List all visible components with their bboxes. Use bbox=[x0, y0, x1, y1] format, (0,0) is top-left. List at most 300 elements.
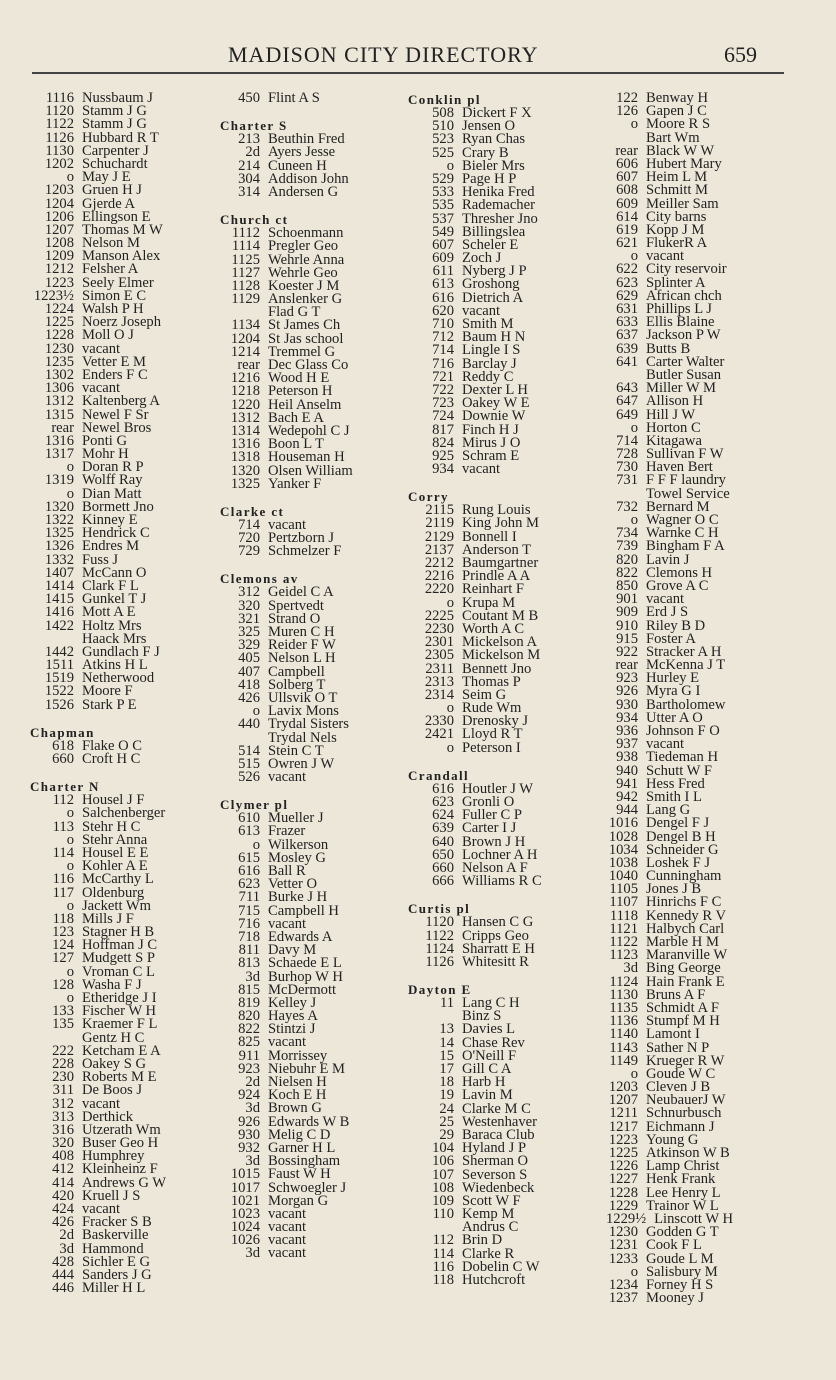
resident-name: Stamm J G bbox=[82, 116, 147, 133]
resident-name: Schutt W F bbox=[646, 762, 712, 779]
resident-name: Eichmann J bbox=[646, 1118, 715, 1135]
resident-name: Cunningham bbox=[646, 868, 722, 885]
resident-name: King John M bbox=[462, 515, 540, 532]
house-number: o bbox=[446, 739, 454, 756]
resident-name: Wood H E bbox=[268, 370, 330, 387]
house-number: 1024 bbox=[230, 1219, 260, 1236]
resident-name: Dietrich A bbox=[462, 289, 524, 306]
house-number: 124 bbox=[52, 937, 74, 954]
resident-name: Burke J H bbox=[268, 889, 328, 906]
resident-name: Frazer bbox=[268, 823, 306, 840]
house-number: rear bbox=[51, 419, 74, 436]
section-spacer bbox=[220, 105, 408, 118]
house-number: o bbox=[630, 248, 638, 265]
house-number: 1140 bbox=[609, 1026, 638, 1043]
house-number: 936 bbox=[616, 723, 638, 739]
resident-name: Moore F bbox=[82, 683, 133, 700]
house-number: 647 bbox=[616, 393, 638, 410]
house-number: 633 bbox=[616, 314, 638, 331]
resident-name: Goude W C bbox=[646, 1065, 716, 1082]
house-number: 1519 bbox=[44, 670, 74, 687]
resident-name: vacant bbox=[82, 1201, 121, 1217]
resident-name: Worth A C bbox=[462, 620, 525, 637]
resident-name: Yanker F bbox=[268, 475, 322, 492]
house-number: 15 bbox=[439, 1047, 454, 1064]
house-number: 940 bbox=[616, 762, 638, 779]
house-number: 926 bbox=[238, 1113, 260, 1130]
resident-name: Mirus J O bbox=[462, 434, 521, 451]
resident-name: Doran R P bbox=[82, 459, 144, 476]
house-number: 228 bbox=[52, 1055, 74, 1072]
resident-name: Stark P E bbox=[82, 696, 137, 713]
house-number: 813 bbox=[238, 955, 260, 972]
house-number: 616 bbox=[238, 863, 260, 879]
section-spacer bbox=[220, 784, 408, 797]
house-number: 107 bbox=[432, 1166, 454, 1183]
house-number: 925 bbox=[432, 447, 454, 464]
resident-name: Vroman C L bbox=[82, 963, 155, 980]
house-number: 1228 bbox=[44, 327, 74, 344]
directory-entry bbox=[30, 696, 220, 713]
resident-name: vacant bbox=[82, 1095, 121, 1112]
resident-name: McCann O bbox=[82, 564, 147, 581]
house-number: 660 bbox=[52, 751, 74, 767]
resident-name: Burhop W H bbox=[268, 968, 343, 985]
resident-name: vacant bbox=[82, 340, 121, 357]
house-number: 817 bbox=[432, 421, 454, 438]
house-number: 1207 bbox=[44, 221, 74, 238]
street-heading: Clemons av bbox=[220, 571, 299, 587]
house-number: 320 bbox=[238, 597, 260, 614]
resident-name: Hayes A bbox=[268, 1008, 318, 1025]
resident-name: Stamm J G bbox=[82, 103, 147, 120]
resident-name: Maranville W bbox=[646, 947, 728, 964]
directory-column-1 bbox=[30, 92, 220, 1295]
house-number: 549 bbox=[432, 223, 454, 240]
resident-name: Moll O J bbox=[82, 327, 134, 344]
resident-name: Wiedenbeck bbox=[462, 1179, 535, 1196]
house-number: 1223 bbox=[608, 1131, 638, 1148]
house-number: 123 bbox=[52, 924, 74, 941]
resident-name: Miller W M bbox=[646, 380, 716, 397]
resident-name: Severson S bbox=[462, 1166, 528, 1183]
resident-name: Whitesitt R bbox=[462, 953, 529, 970]
house-number: 1125 bbox=[231, 251, 260, 268]
house-number: 1143 bbox=[609, 1039, 638, 1056]
resident-continuation: Flad G T bbox=[268, 304, 321, 321]
resident-name: Houtler J W bbox=[462, 780, 534, 797]
house-number: 1203 bbox=[44, 182, 74, 199]
house-number: 312 bbox=[52, 1095, 74, 1112]
house-number: 1212 bbox=[44, 261, 74, 278]
resident-name: Koch E H bbox=[268, 1087, 327, 1104]
house-number: 624 bbox=[432, 807, 454, 824]
resident-name: vacant bbox=[268, 769, 307, 786]
house-number: 622 bbox=[616, 261, 638, 278]
house-number: 116 bbox=[432, 1258, 454, 1275]
resident-name: Gronli O bbox=[462, 794, 515, 810]
resident-name: Krupa M bbox=[462, 594, 516, 611]
resident-name: Rademacher bbox=[462, 197, 535, 214]
house-number: 722 bbox=[432, 381, 454, 398]
resident-name: Kitagawa bbox=[646, 432, 702, 449]
house-number: 901 bbox=[616, 591, 638, 608]
resident-name: Hammond bbox=[82, 1240, 144, 1257]
resident-name: Nussbaum J bbox=[82, 90, 153, 106]
resident-name: Trainor W L bbox=[646, 1197, 719, 1214]
house-number: 937 bbox=[616, 736, 638, 753]
street-heading: Corry bbox=[408, 489, 449, 505]
house-number: 1124 bbox=[425, 940, 454, 957]
resident-name: vacant bbox=[268, 1205, 307, 1222]
resident-name: Smith M bbox=[462, 316, 514, 332]
house-number: 11 bbox=[439, 995, 454, 1012]
resident-name: Ellingson E bbox=[82, 208, 151, 225]
resident-name: Ullsvik O T bbox=[268, 689, 338, 706]
resident-name: Endres M bbox=[82, 538, 140, 555]
directory-entry bbox=[606, 1292, 812, 1305]
house-number: 623 bbox=[238, 876, 260, 893]
resident-name: Croft H C bbox=[82, 751, 141, 767]
house-number: 1230 bbox=[44, 340, 74, 357]
house-number: 1118 bbox=[609, 907, 638, 924]
house-number: 2119 bbox=[425, 515, 454, 532]
house-number: 930 bbox=[616, 696, 638, 713]
resident-name: Salchenberger bbox=[82, 805, 166, 822]
house-number: o bbox=[66, 169, 74, 186]
resident-name: Fischer W H bbox=[82, 1003, 157, 1020]
house-number: 941 bbox=[616, 775, 638, 792]
house-number: 1325 bbox=[44, 525, 74, 542]
house-number: 643 bbox=[616, 380, 638, 397]
house-number: 1207 bbox=[608, 1092, 638, 1109]
resident-name: Mills J F bbox=[82, 910, 134, 927]
house-number: 934 bbox=[616, 709, 638, 726]
street-heading: Church ct bbox=[220, 212, 289, 228]
house-number: 1130 bbox=[609, 986, 638, 1003]
resident-name: Ketcham E A bbox=[82, 1042, 161, 1059]
house-number: 610 bbox=[238, 810, 260, 827]
house-number: 1416 bbox=[44, 604, 74, 621]
resident-name: Schoenmann bbox=[268, 225, 344, 242]
house-number: 106 bbox=[432, 1153, 454, 1170]
house-number: 909 bbox=[616, 604, 638, 621]
house-number: 114 bbox=[52, 844, 74, 861]
resident-name: Miller H L bbox=[82, 1280, 146, 1297]
resident-name: Atkinson W B bbox=[646, 1145, 730, 1161]
house-number: 316 bbox=[52, 1121, 74, 1138]
resident-name: Coutant M B bbox=[462, 607, 539, 624]
house-number: o bbox=[446, 157, 454, 174]
resident-name: Schneider G bbox=[646, 841, 719, 858]
resident-name: Phillips L J bbox=[646, 301, 712, 317]
house-number: 1124 bbox=[609, 973, 638, 990]
house-number: 820 bbox=[238, 1008, 260, 1025]
resident-name: Netherwood bbox=[82, 670, 155, 687]
resident-name: Roberts M E bbox=[82, 1069, 157, 1086]
resident-name: Page H P bbox=[462, 170, 517, 187]
house-number: 1442 bbox=[44, 643, 74, 660]
resident-name: Housel E E bbox=[82, 844, 149, 861]
house-number: o bbox=[252, 836, 260, 853]
resident-name: Tiedeman H bbox=[646, 749, 719, 766]
resident-name: Jackson P W bbox=[646, 327, 721, 344]
house-number: 325 bbox=[238, 624, 260, 640]
house-number: 942 bbox=[616, 788, 638, 805]
street-heading: Crandall bbox=[408, 767, 470, 783]
resident-name: Lamont I bbox=[646, 1026, 700, 1043]
resident-name: Zoch J bbox=[462, 250, 502, 267]
house-number: 2d bbox=[245, 1074, 260, 1090]
resident-name: Seely Elmer bbox=[82, 274, 154, 291]
house-number: 113 bbox=[52, 818, 74, 835]
house-number: 1314 bbox=[230, 422, 260, 439]
resident-name: Billingslea bbox=[462, 223, 526, 240]
house-number: 1226 bbox=[608, 1158, 638, 1175]
resident-name: Beuthin Fred bbox=[268, 131, 345, 148]
resident-name: Crary B bbox=[462, 144, 509, 161]
house-number: 313 bbox=[52, 1108, 74, 1125]
resident-name: vacant bbox=[268, 1245, 307, 1262]
house-number: 822 bbox=[616, 564, 638, 581]
resident-name: Gunkel T J bbox=[82, 591, 147, 608]
directory-entry bbox=[408, 997, 608, 1010]
resident-name: Stehr H C bbox=[82, 818, 141, 835]
resident-name: O'Neill F bbox=[462, 1047, 517, 1064]
house-number: 1233 bbox=[608, 1250, 638, 1267]
resident-name: Hurley E bbox=[646, 670, 700, 687]
resident-name: Barclay J bbox=[462, 355, 517, 372]
house-number: 14 bbox=[439, 1034, 454, 1051]
house-number: o bbox=[630, 419, 638, 436]
house-number: 1135 bbox=[609, 999, 638, 1016]
resident-name: Fracker S B bbox=[82, 1214, 152, 1231]
house-number: 915 bbox=[616, 630, 638, 647]
house-number: 724 bbox=[432, 408, 454, 425]
resident-name: Westenhaver bbox=[462, 1113, 537, 1130]
resident-name: Tremmel G bbox=[268, 343, 336, 360]
resident-name: Anslenker G bbox=[268, 291, 343, 308]
house-number: 321 bbox=[238, 610, 260, 627]
house-number: 3d bbox=[59, 1240, 74, 1257]
house-number: 117 bbox=[52, 884, 74, 901]
house-number: 1016 bbox=[608, 815, 638, 832]
house-number: 1312 bbox=[44, 393, 74, 410]
resident-name: Kopp J M bbox=[646, 221, 705, 238]
resident-name: Young G bbox=[646, 1131, 699, 1148]
resident-name: Lavin J bbox=[646, 551, 690, 568]
house-number: 731 bbox=[616, 472, 638, 489]
house-number: 1028 bbox=[608, 828, 638, 845]
resident-name: vacant bbox=[268, 915, 307, 932]
house-number: 1021 bbox=[230, 1192, 260, 1209]
house-number: 446 bbox=[52, 1280, 74, 1297]
resident-name: Jones J B bbox=[646, 881, 702, 898]
resident-name: Wehrle Anna bbox=[268, 251, 345, 268]
resident-name: Wolff Ray bbox=[82, 472, 143, 489]
resident-name: Campbell bbox=[268, 663, 325, 680]
house-number: 714 bbox=[238, 516, 260, 533]
resident-name: Baumgartner bbox=[462, 555, 539, 571]
house-number: 910 bbox=[616, 617, 638, 634]
house-number: 1121 bbox=[609, 920, 638, 937]
directory-entry bbox=[30, 1282, 220, 1295]
resident-name: Nelson A F bbox=[462, 859, 528, 876]
resident-name: Bach E A bbox=[268, 409, 324, 426]
resident-name: Houseman H bbox=[268, 449, 345, 466]
resident-name: Schmitt M bbox=[646, 182, 709, 199]
resident-name: Newel Bros bbox=[82, 419, 152, 436]
house-number: 714 bbox=[432, 342, 454, 359]
resident-name: Carpenter J bbox=[82, 142, 149, 159]
resident-name: Henk Frank bbox=[646, 1171, 716, 1188]
house-number: 1320 bbox=[230, 462, 260, 479]
resident-name: Bingham F A bbox=[646, 538, 725, 555]
resident-name: Hain Frank E bbox=[646, 973, 725, 990]
resident-name: Salisbury M bbox=[646, 1263, 718, 1280]
house-number: 444 bbox=[52, 1266, 74, 1283]
house-number: 712 bbox=[432, 329, 454, 346]
house-number: 926 bbox=[616, 683, 638, 700]
house-number: 1120 bbox=[425, 914, 454, 931]
resident-name: Rude Wm bbox=[462, 700, 522, 717]
resident-name: Finch H J bbox=[462, 421, 519, 438]
resident-name: Myra G I bbox=[646, 683, 701, 700]
house-number: 650 bbox=[432, 846, 454, 863]
house-number: 922 bbox=[616, 643, 638, 660]
house-number: 718 bbox=[238, 928, 260, 945]
house-number: 850 bbox=[616, 577, 638, 594]
house-number: 1134 bbox=[231, 317, 260, 334]
resident-name: Ellis Blaine bbox=[646, 314, 715, 331]
resident-name: Brown J H bbox=[462, 833, 526, 850]
house-number: 608 bbox=[616, 182, 638, 199]
resident-name: Wehrle Geo bbox=[268, 264, 338, 281]
house-number: 535 bbox=[432, 197, 454, 214]
house-number: 729 bbox=[238, 543, 260, 560]
resident-continuation: Andrus C bbox=[462, 1219, 519, 1236]
house-number: 2230 bbox=[424, 620, 454, 637]
house-number: 230 bbox=[52, 1069, 74, 1086]
house-number: 825 bbox=[238, 1034, 260, 1051]
house-number: 637 bbox=[616, 327, 638, 344]
house-number: 110 bbox=[432, 1206, 454, 1223]
resident-name: Anderson T bbox=[462, 541, 532, 558]
house-number: 1105 bbox=[609, 881, 638, 898]
resident-name: Mohr H bbox=[82, 446, 129, 463]
resident-name: Peterson I bbox=[462, 739, 521, 756]
resident-name: NeubauerJ W bbox=[646, 1092, 726, 1109]
directory-entry bbox=[408, 953, 608, 970]
house-number: 18 bbox=[439, 1074, 454, 1091]
resident-name: Sichler E G bbox=[82, 1253, 151, 1270]
house-number: 1034 bbox=[608, 841, 638, 858]
house-number: 714 bbox=[616, 432, 638, 449]
house-number: 934 bbox=[432, 461, 454, 478]
resident-name: Noerz Joseph bbox=[82, 314, 162, 331]
resident-name: Kraemer F L bbox=[82, 1016, 158, 1033]
house-number: 1023 bbox=[230, 1205, 260, 1222]
resident-name: Horton C bbox=[646, 419, 701, 436]
resident-name: Marble H M bbox=[646, 934, 719, 950]
house-number: 822 bbox=[238, 1021, 260, 1038]
resident-name: Mickelson A bbox=[462, 634, 537, 651]
directory-entry bbox=[30, 753, 220, 766]
house-number: 414 bbox=[52, 1174, 74, 1191]
resident-name: vacant bbox=[268, 1219, 307, 1236]
directory-column-4 bbox=[606, 92, 812, 1305]
house-number: 135 bbox=[52, 1016, 74, 1033]
house-number: o bbox=[66, 990, 74, 1006]
resident-name: vacant bbox=[268, 516, 307, 533]
resident-name: Etheridge J I bbox=[82, 990, 157, 1006]
house-number: 1316 bbox=[230, 436, 260, 453]
house-number: 1130 bbox=[45, 142, 74, 159]
section-spacer bbox=[30, 712, 220, 725]
resident-name: McKenna J T bbox=[646, 657, 726, 674]
house-number: 112 bbox=[52, 792, 74, 809]
resident-name: Butts B bbox=[646, 340, 691, 357]
house-number: 1015 bbox=[230, 1166, 260, 1183]
house-number: 13 bbox=[439, 1021, 454, 1038]
house-number: 450 bbox=[238, 90, 260, 106]
resident-name: Wilkerson bbox=[268, 836, 329, 853]
resident-name: Stehr Anna bbox=[82, 831, 148, 848]
section-spacer bbox=[30, 766, 220, 779]
street-heading: Dayton E bbox=[408, 982, 472, 998]
resident-name: McCarthy L bbox=[82, 871, 154, 888]
house-number: 1126 bbox=[425, 953, 454, 970]
section-spacer bbox=[408, 755, 608, 768]
resident-name: Dengel B H bbox=[646, 828, 716, 845]
resident-name: Nelson M bbox=[82, 235, 140, 252]
house-number: 1128 bbox=[231, 277, 260, 294]
house-number: 649 bbox=[616, 406, 638, 423]
resident-name: Hubbard R T bbox=[82, 129, 159, 146]
resident-name: Mosley G bbox=[268, 849, 326, 866]
house-number: 526 bbox=[238, 769, 260, 786]
directory-entry bbox=[408, 875, 608, 888]
house-number: 1522 bbox=[44, 683, 74, 700]
house-number: 1038 bbox=[608, 854, 638, 871]
resident-name: Oldenburg bbox=[82, 884, 145, 901]
house-number: 739 bbox=[616, 538, 638, 555]
resident-name: Mickelson M bbox=[462, 647, 541, 664]
resident-name: Nelson L H bbox=[268, 650, 336, 667]
resident-name: Vetter E M bbox=[82, 353, 147, 370]
house-number: 424 bbox=[52, 1201, 74, 1217]
resident-name: Smith I L bbox=[646, 788, 702, 805]
house-number: 329 bbox=[238, 637, 260, 654]
resident-name: Lang G bbox=[646, 802, 691, 819]
resident-name: Faust W H bbox=[268, 1166, 331, 1183]
resident-continuation: Bart Wm bbox=[646, 129, 700, 146]
house-number: 1112 bbox=[231, 225, 260, 242]
resident-name: Schuchardt bbox=[82, 155, 148, 172]
house-number: 214 bbox=[238, 157, 260, 174]
resident-name: Grove A C bbox=[646, 577, 709, 594]
house-number: 3d bbox=[623, 960, 638, 977]
resident-name: Groshong bbox=[462, 276, 520, 293]
house-number: 533 bbox=[432, 184, 454, 201]
section-spacer bbox=[220, 199, 408, 212]
house-number: 1017 bbox=[230, 1179, 260, 1196]
house-number: 1414 bbox=[44, 577, 74, 594]
house-number: 537 bbox=[432, 210, 454, 227]
house-number: 2301 bbox=[424, 634, 454, 651]
resident-name: Goude L M bbox=[646, 1250, 714, 1267]
house-number: 1325 bbox=[230, 475, 260, 492]
